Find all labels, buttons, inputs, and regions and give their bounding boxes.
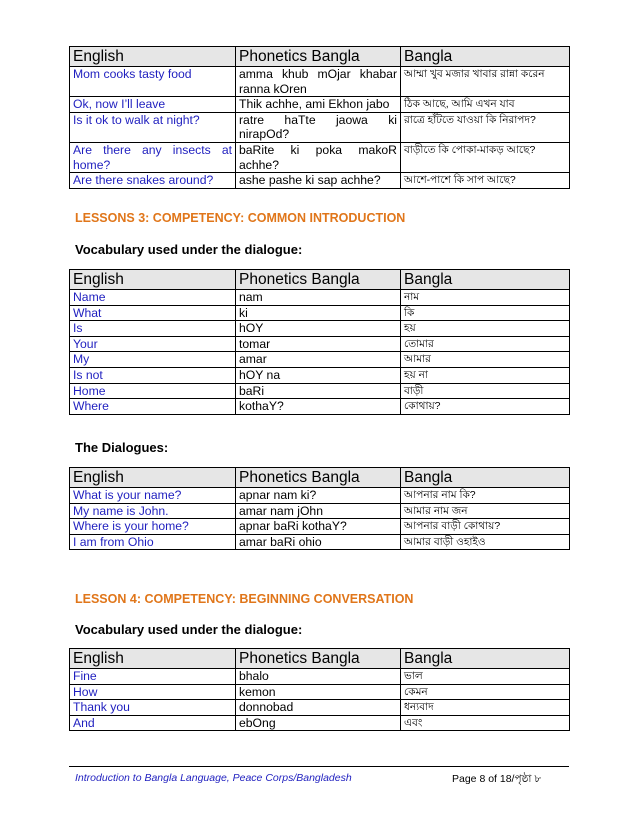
phonetics-cell: ebOng (236, 715, 401, 731)
table-row (70, 519, 570, 535)
bangla-cell: হয় (401, 321, 570, 337)
table-row (70, 715, 570, 731)
english-cell: Where (70, 399, 236, 415)
table-row (70, 352, 570, 368)
table-row (70, 684, 570, 700)
phonetics-cell: kemon (236, 684, 401, 700)
bangla-cell: আপনার বাড়ী কোথায়? (401, 519, 570, 535)
table-row (70, 367, 570, 383)
table-row (70, 399, 570, 415)
vocabulary-table (69, 269, 570, 415)
table-header-row (70, 649, 570, 669)
english-cell: What is your name? (70, 488, 236, 504)
table-row (70, 488, 570, 504)
phonetics-cell: baRite ki poka makoR achhe? (236, 142, 401, 172)
table-row (70, 321, 570, 337)
header-bangla: Bangla (401, 649, 570, 669)
bangla-cell: কি (401, 305, 570, 321)
table-row (70, 503, 570, 519)
phonetics-cell: ratre haTte jaowa ki nirapOd? (236, 112, 401, 142)
phonetics-cell: apnar nam ki? (236, 488, 401, 504)
bangla-cell: কোথায়? (401, 399, 570, 415)
english-cell: Is not (70, 367, 236, 383)
table-row (70, 97, 570, 113)
header-phonetics: Phonetics Bangla (236, 468, 401, 488)
header-bangla: Bangla (401, 270, 570, 290)
phonetics-cell: amar (236, 352, 401, 368)
phonetics-cell: bhalo (236, 669, 401, 685)
footer-title: Introduction to Bangla Language, Peace Corps/Bangladesh (75, 772, 352, 784)
english-cell: Fine (70, 669, 236, 685)
english-cell: Your (70, 336, 236, 352)
phonetics-cell: ashe pashe ki sap achhe? (236, 173, 401, 189)
lesson-3-title: LESSONS 3: COMPETENCY: COMMON INTRODUCTION (75, 211, 406, 225)
phonetics-cell: Thik achhe, ami Ekhon jabo (236, 97, 401, 113)
table-row (70, 142, 570, 172)
header-phonetics: Phonetics Bangla (236, 270, 401, 290)
footer-divider (69, 766, 569, 767)
bangla-cell: আপনার নাম কি? (401, 488, 570, 504)
table-header-row (70, 270, 570, 290)
english-cell: I am from Ohio (70, 534, 236, 550)
bangla-cell: নাম (401, 290, 570, 306)
table-header-row (70, 468, 570, 488)
phonetics-cell: tomar (236, 336, 401, 352)
english-cell: Are there any insects at home? (70, 142, 236, 172)
table-row (70, 112, 570, 142)
header-phonetics: Phonetics Bangla (236, 649, 401, 669)
header-english: English (70, 468, 236, 488)
lesson-4-title: LESSON 4: COMPETENCY: BEGINNING CONVERSATION (75, 592, 414, 606)
table-row (70, 290, 570, 306)
bangla-cell: রাত্রে হাঁটতে যাওয়া কি নিরাপদ? (401, 112, 570, 142)
english-cell: Is (70, 321, 236, 337)
english-cell: Where is your home? (70, 519, 236, 535)
table-row (70, 534, 570, 550)
english-cell: Home (70, 383, 236, 399)
dialogue-table (69, 467, 570, 550)
vocabulary-table-2 (69, 648, 570, 731)
phonetics-cell: amma khub mOjar khabar ranna kOren (236, 67, 401, 97)
phonetics-cell: kothaY? (236, 399, 401, 415)
english-cell: Are there snakes around? (70, 173, 236, 189)
phonetics-cell: ki (236, 305, 401, 321)
bangla-cell: বাড়ী (401, 383, 570, 399)
table-row (70, 67, 570, 97)
header-english: English (70, 270, 236, 290)
table-row (70, 669, 570, 685)
table-row (70, 383, 570, 399)
bangla-cell: ঠিক আছে, আমি এখন যাব (401, 97, 570, 113)
english-cell: Mom cooks tasty food (70, 67, 236, 97)
vocabulary-heading-2: Vocabulary used under the dialogue: (75, 622, 303, 637)
dialogues-heading: The Dialogues: (75, 440, 169, 455)
table-row (70, 173, 570, 189)
english-cell: Is it ok to walk at night? (70, 112, 236, 142)
header-english: English (70, 47, 236, 67)
english-cell: How (70, 684, 236, 700)
bangla-cell: ধন্যবাদ (401, 700, 570, 716)
phonetics-cell: amar baRi ohio (236, 534, 401, 550)
bangla-cell: আমার নাম জন (401, 503, 570, 519)
phonetics-cell: donnobad (236, 700, 401, 716)
table-row (70, 305, 570, 321)
english-cell: Ok, now I’ll leave (70, 97, 236, 113)
bangla-cell: হয় না (401, 367, 570, 383)
header-bangla: Bangla (401, 468, 570, 488)
phonetics-cell: nam (236, 290, 401, 306)
phonetics-cell: baRi (236, 383, 401, 399)
bangla-cell: আমার বাড়ী ওহাইও (401, 534, 570, 550)
phonetics-cell: hOY (236, 321, 401, 337)
vocabulary-heading: Vocabulary used under the dialogue: (75, 242, 303, 257)
header-phonetics: Phonetics Bangla (236, 47, 401, 67)
bangla-cell: কেমন (401, 684, 570, 700)
bangla-cell: ভাল (401, 669, 570, 685)
phrase-table (69, 46, 570, 189)
header-english: English (70, 649, 236, 669)
page-number: Page 8 of 18/পৃষ্ঠা ৮ (452, 773, 542, 785)
phonetics-cell: apnar baRi kothaY? (236, 519, 401, 535)
english-cell: Thank you (70, 700, 236, 716)
english-cell: My (70, 352, 236, 368)
phonetics-cell: hOY na (236, 367, 401, 383)
english-cell: Name (70, 290, 236, 306)
bangla-cell: তোমার (401, 336, 570, 352)
bangla-cell: এবং (401, 715, 570, 731)
table-header-row (70, 47, 570, 67)
english-cell: And (70, 715, 236, 731)
table-row (70, 700, 570, 716)
bangla-cell: আম্মা খুব মজার খাবার রান্না করেন (401, 67, 570, 97)
bangla-cell: আমার (401, 352, 570, 368)
phonetics-cell: amar nam jOhn (236, 503, 401, 519)
bangla-cell: আশে-পাশে কি সাপ আছে? (401, 173, 570, 189)
english-cell: What (70, 305, 236, 321)
header-bangla: Bangla (401, 47, 570, 67)
table-row (70, 336, 570, 352)
english-cell: My name is John. (70, 503, 236, 519)
bangla-cell: বাড়ীতে কি পোকা-মাকড় আছে? (401, 142, 570, 172)
